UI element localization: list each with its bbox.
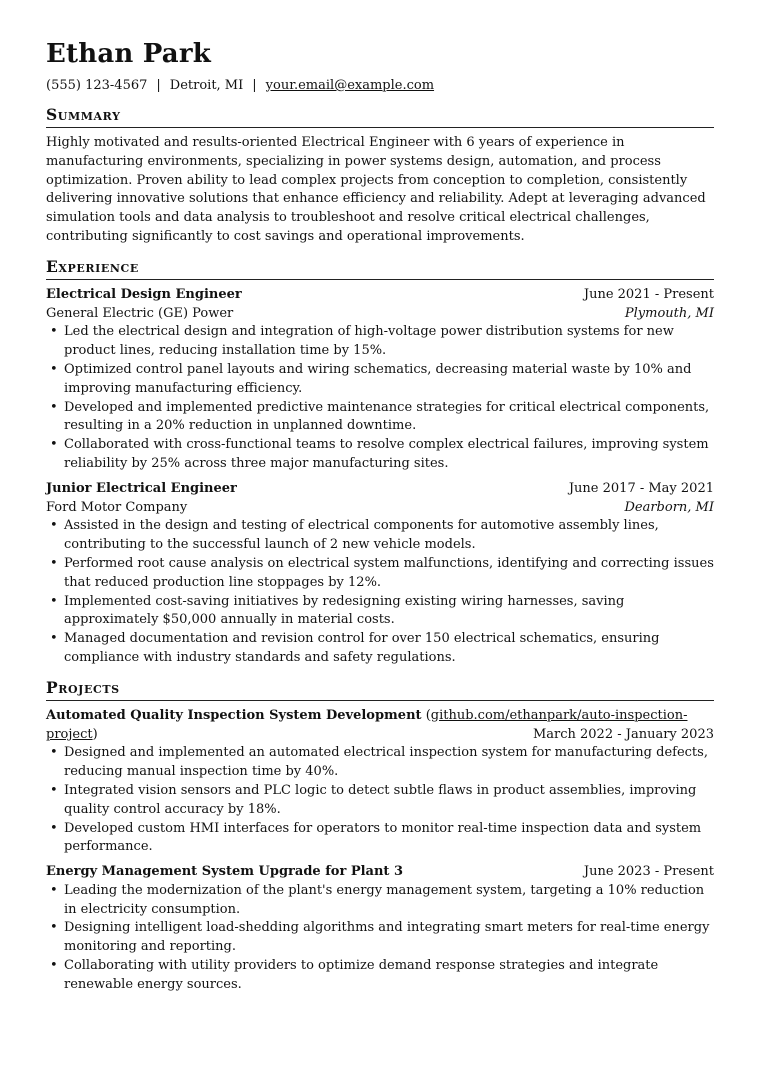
bullet-item: • Performed root cause analysis on electrical system malfunctions, identifying and correcting issues that reduced production line stoppages by 12%. [46, 555, 714, 593]
bullet-item: • Assisted in the design and testing of electrical components for automotive assembly lines, contributing to the successful launch of 2 new vehicle models. [46, 517, 714, 555]
project-entry [46, 863, 714, 995]
project-title: Energy Management System Upgrade for Plant 3 [46, 864, 404, 880]
bullet-item: • Leading the modernization of the plant's energy management system, targeting a 10% reduction in electricity consumption. [46, 882, 714, 920]
summary-text: Highly motivated and results-oriented Electrical Engineer with 6 years of experience in manufacturing environments, specializing in power systems design, automation, and process optimization. Proven ability to lead complex projects from conception to completion, consistently delivering innovative solutions that enhance efficiency and reliability. Adept at leveraging advanced simulation tools and data analysis to troubleshoot and resolve critical electrical challenges, contributing significantly to cost savings and operational improvements. [46, 135, 706, 244]
project-entry [46, 707, 714, 857]
email-link[interactable]: your.email@example.com [265, 78, 435, 93]
bullet-item: • Developed custom HMI interfaces for operators to monitor real-time inspection data and system performance. [46, 820, 714, 858]
location: Detroit, MI [169, 78, 244, 93]
project-dates: June 2023 - Present [583, 864, 714, 880]
project-title: Automated Quality Inspection System Development [46, 707, 422, 723]
job-title: Electrical Design Engineer [46, 286, 242, 302]
summary-heading: Summary [46, 105, 714, 128]
experience-entry [46, 480, 714, 668]
bullet-item: • Implemented cost-saving initiatives by redesigning existing wiring harnesses, saving approximately $50,000 annually in material costs. [46, 593, 714, 631]
project-bullets [46, 744, 714, 857]
bullet-item: • Designing intelligent load-shedding algorithms and integrating smart meters for real-time energy monitoring and reporting. [46, 919, 714, 957]
bullet-item: • Designed and implemented an automated electrical inspection system for manufacturing defects, reducing manual inspection time by 40%. [46, 744, 714, 782]
bullet-item: • Developed and implemented predictive maintenance strategies for critical electrical components, resulting in a 20% reduction in unplanned downtime. [46, 399, 714, 437]
bullet-item: • Integrated vision sensors and PLC logic to detect subtle flaws in product assemblies, improving quality control accuracy by 18%. [46, 782, 714, 820]
bullet-item: • Collaborating with utility providers to optimize demand response strategies and integrate renewable energy sources. [46, 957, 714, 995]
company-name: General Electric (GE) Power [46, 305, 234, 321]
bullet-item: • Collaborated with cross-functional teams to resolve complex electrical failures, improving system reliability by 25% across three major manufacturing sites. [46, 436, 714, 474]
experience-heading: Experience [46, 257, 714, 280]
contact-separator: | [156, 78, 161, 93]
link-paren-open: ( [425, 707, 431, 723]
job-title: Junior Electrical Engineer [46, 480, 237, 496]
contact-line [46, 77, 714, 95]
project-link[interactable]: github.com/ethanpark/auto-inspection-project [46, 707, 688, 742]
job-dates: June 2017 - May 2021 [568, 480, 714, 496]
job-location: Plymouth, MI [624, 305, 714, 321]
company-name: Ford Motor Company [46, 499, 188, 515]
contact-separator: | [252, 78, 257, 93]
experience-entry [46, 286, 714, 474]
bullet-item: • Managed documentation and revision control for over 150 electrical schematics, ensuring compliance with industry standards and safety regulations. [46, 630, 714, 668]
phone-number: (555) 123-4567 [46, 78, 148, 93]
link-paren-close: ) [92, 726, 98, 742]
candidate-name: Ethan Park [46, 39, 211, 69]
bullet-item: • Optimized control panel layouts and wiring schematics, decreasing material waste by 10% and improving manufacturing efficiency. [46, 361, 714, 399]
job-bullets [46, 323, 714, 473]
bullet-item: • Led the electrical design and integration of high-voltage power distribution systems for new product lines, reducing installation time by 15%. [46, 323, 714, 361]
job-dates: June 2021 - Present [583, 286, 714, 302]
job-location: Dearborn, MI [624, 499, 714, 515]
project-dates: March 2022 - January 2023 [532, 726, 714, 742]
project-bullets [46, 882, 714, 995]
projects-heading: Projects [46, 678, 714, 701]
job-bullets [46, 517, 714, 667]
